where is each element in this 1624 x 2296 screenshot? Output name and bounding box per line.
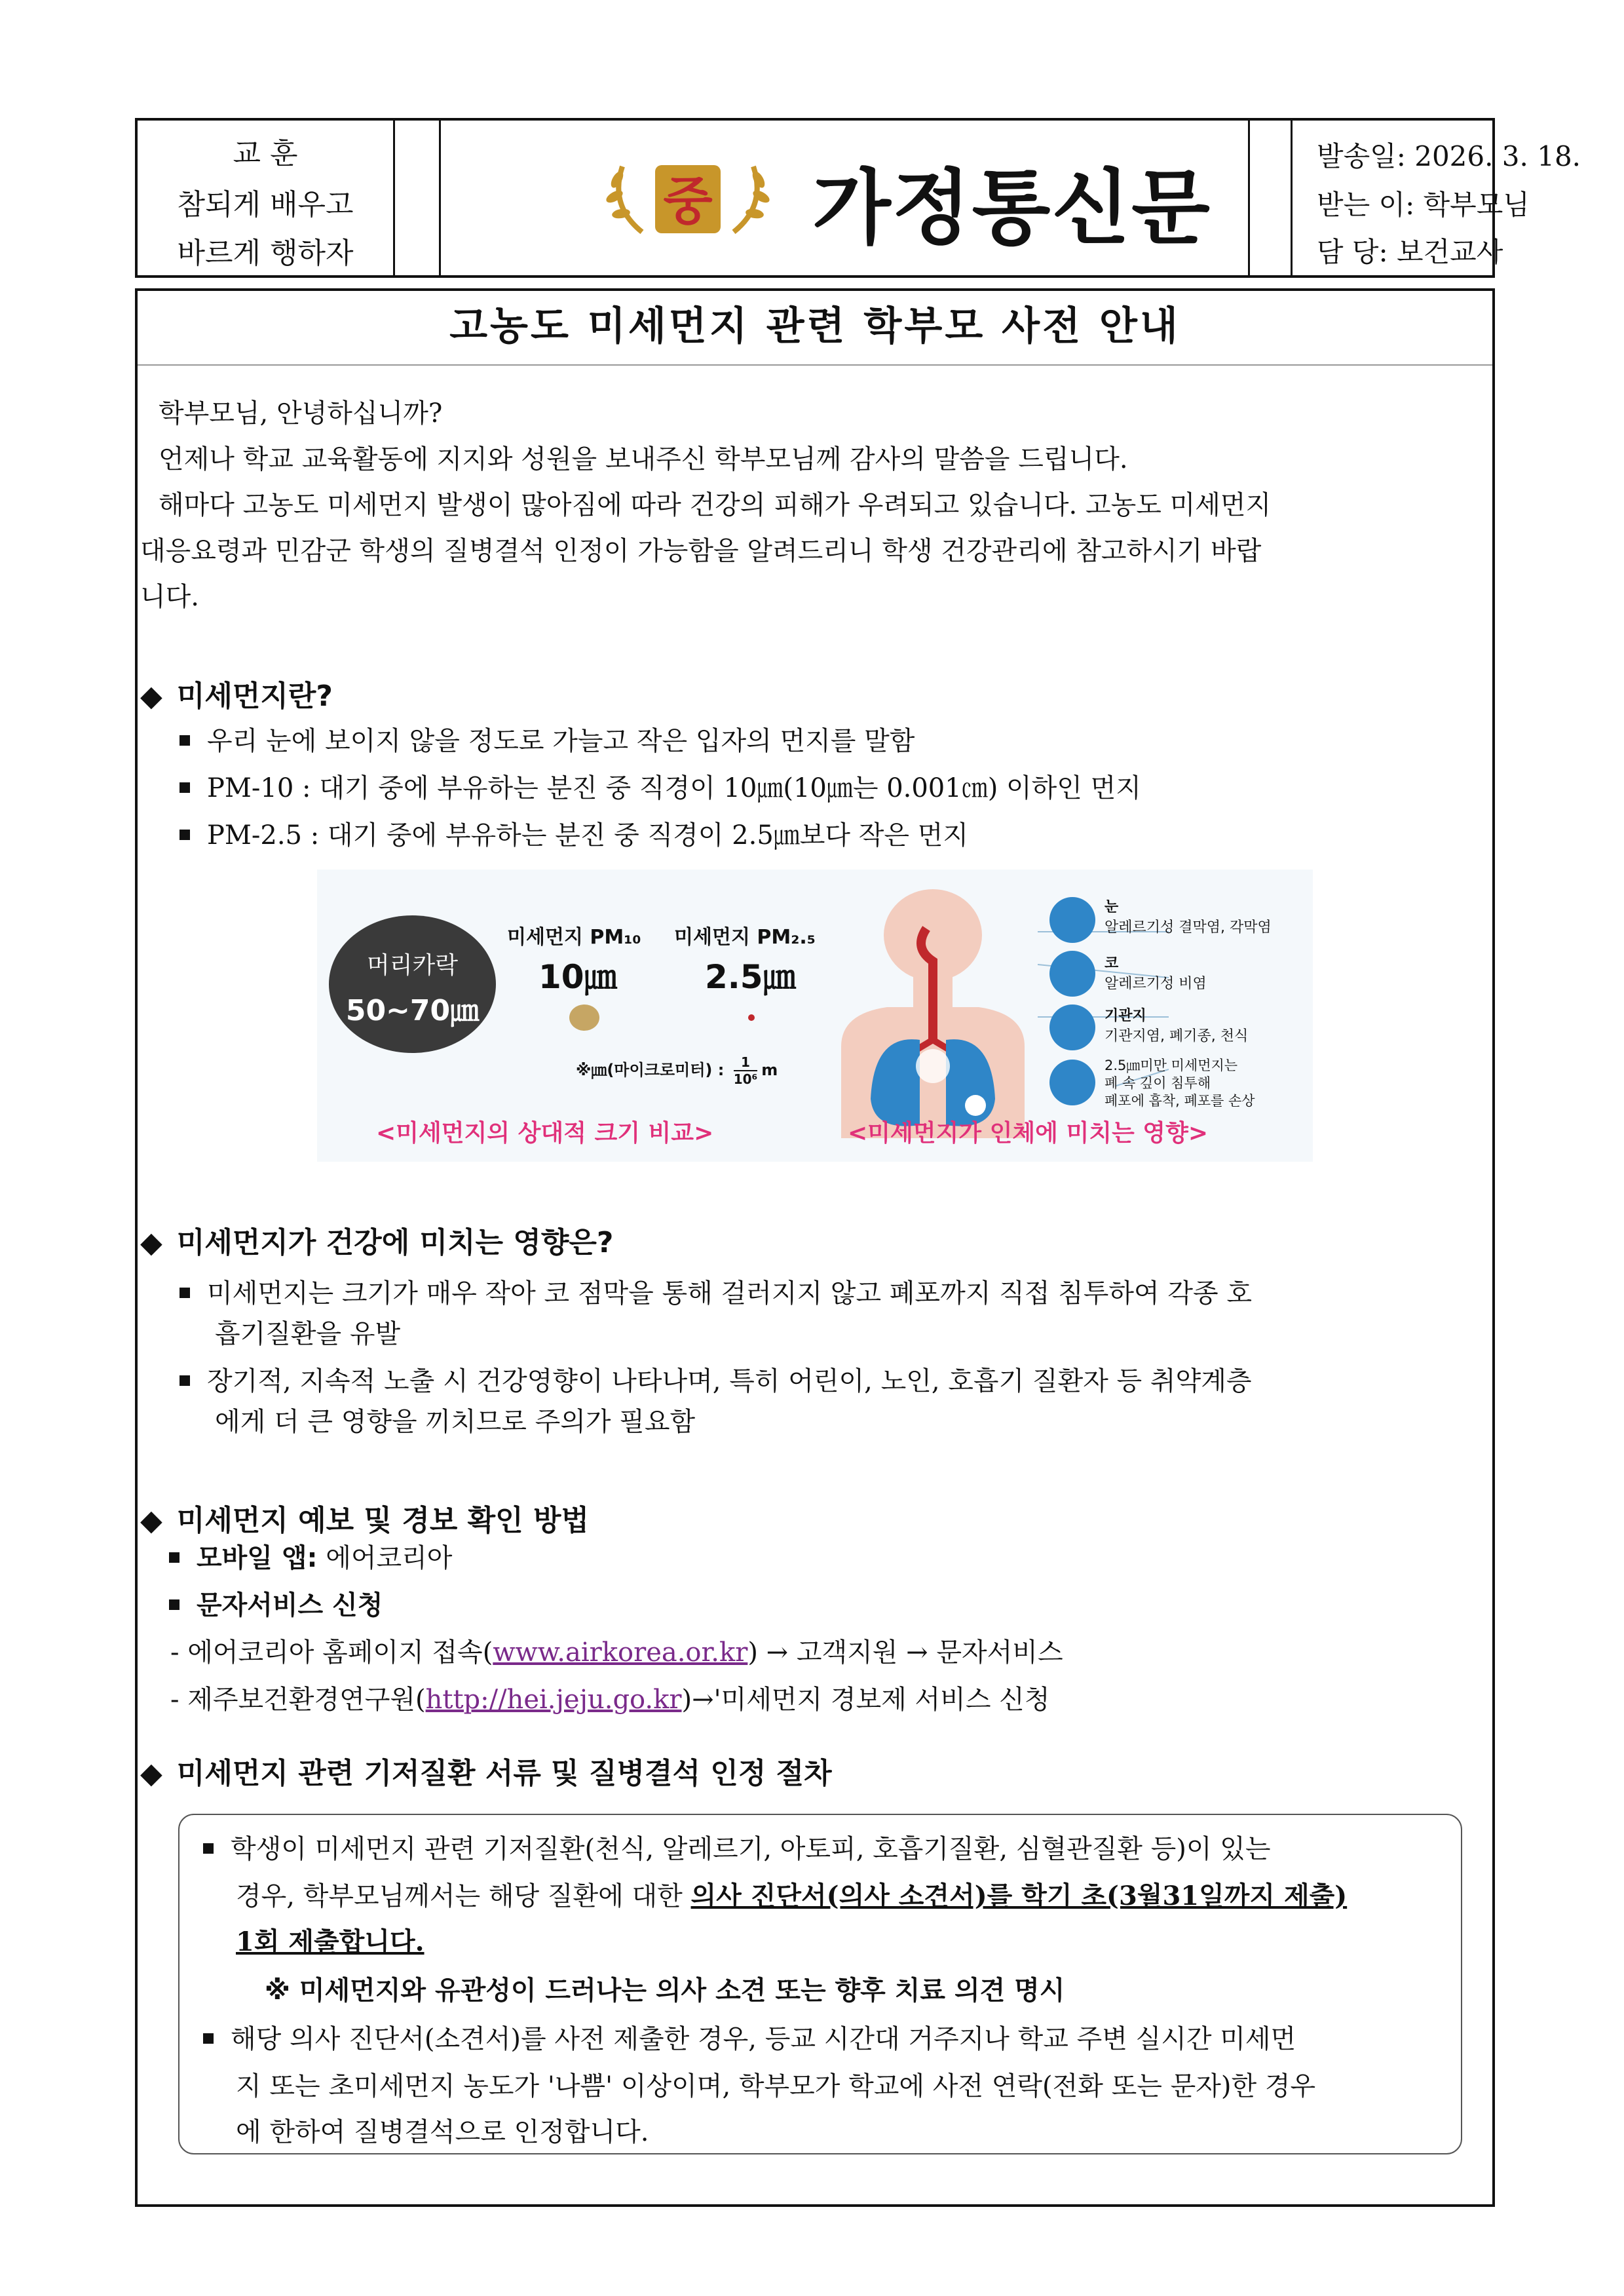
bullet-icon [203,2033,214,2044]
list-item: 우리 눈에 보이지 않을 정도로 가늘고 작은 입자의 먼지를 말함 [179,720,915,757]
hair-circle [329,915,496,1053]
list-item: 미세먼지는 크기가 매우 작아 코 점막을 통해 걸러지지 않고 폐포까지 직접 침투하여 각종 호 [179,1272,1252,1310]
intro-thanks: 언제나 학교 교육활동에 지지와 성원을 보내주신 학부모님께 감사의 말씀을 드립니다. [159,444,1128,474]
list-item-continuation: 에 한하여 질병결석으로 인정합니다. [236,2117,649,2147]
effect-nose: 코 알레르기성 비염 [1105,955,1207,992]
effect-alveoli: 2.5㎛미만 미세먼지는 폐 속 깊이 침투해 폐포에 흡착, 폐포를 손상 [1105,1058,1255,1109]
list-item: 모바일 앱: 에어코리아 [169,1537,452,1575]
list-item-continuation: 흡기질환을 유발 [215,1319,401,1349]
sms-airkorea: - 에어코리아 홈페이지 접속(www.airkorea.or.kr) → 고객지원 → 문자서비스 [170,1637,1063,1668]
fine-dust-infographic [317,870,1313,1162]
caption-size-comparison: <미세먼지의 상대적 크기 비교> [376,1120,714,1147]
motto-title: 교 훈 [233,137,298,170]
list-item-continuation: 에게 더 큰 영향을 끼치므로 주의가 필요함 [215,1407,696,1437]
motto-line-2: 바르게 행하자 [177,237,354,270]
newsletter-meta [1291,121,1581,275]
list-item-continuation: 경우, 학부모님께서는 해당 질환에 대한 의사 진단서(의사 소견서)를 학기 초(3월31일까지 제출) [236,1881,1348,1911]
effect-eye: 눈 알레르기성 결막염, 각막염 [1105,899,1272,936]
section-forecast-check: ◆ 미세먼지 예보 및 경보 확인 방법 [140,1504,589,1537]
person-in-charge: 담 당: 보건교사 [1317,236,1503,268]
nose-icon [1049,951,1095,997]
newsletter-brand [445,121,1248,275]
list-item: 학생이 미세먼지 관련 기저질환(천식, 알레르기, 아토피, 호흡기질환, 심혈관질환 등)이 있는 [203,1828,1271,1866]
header-table [135,118,1581,278]
section-health-effects: ◆ 미세먼지가 건강에 미치는 영향은? [140,1226,614,1259]
diamond-icon: ◆ [140,1504,162,1537]
pm25-label: 미세먼지 PM₂.₅ [674,926,816,949]
caption-health-effects: <미세먼지가 인체에 미치는 영향> [848,1120,1209,1147]
jeju-link[interactable]: http://hei.jeju.go.kr [425,1685,682,1715]
bullet-icon [179,782,190,793]
school-emblem-icon [603,153,773,245]
diamond-icon: ◆ [140,1757,162,1790]
pm10-particle [569,1004,599,1031]
list-item-continuation: 1회 제출합니다. [236,1926,425,1957]
eye-icon [1049,897,1095,943]
bullet-icon [169,1599,179,1610]
lungs-icon [1049,1060,1095,1105]
list-item: PM-10 : 대기 중에 부유하는 분진 중 직경이 10㎛(10㎛는 0.001㎝) 이하인 먼지 [179,767,1141,805]
micron-note: ※㎛(마이크로미터) : $\frac{1}{\text{10⁶}}$ m [576,1054,778,1087]
bullet-icon [169,1552,179,1563]
main-content [135,288,1495,2207]
effect-bronchi: 기관지 기관지염, 폐기종, 천식 [1105,1008,1249,1044]
diamond-icon: ◆ [140,679,162,713]
human-respiratory-diagram [835,889,1031,1138]
school-motto [138,121,393,275]
bullet-icon [179,735,190,746]
procedure-box [178,1814,1462,2154]
bullet-icon [179,1375,190,1386]
intro-paragraph-line3: 니다. [140,582,199,612]
list-item-continuation: 지 또는 초미세먼지 농도가 '나쁨' 이상이며, 학부모가 학교에 사전 연락(전화 또는 문자)한 경우 [236,2071,1316,2101]
page-title: 고농도 미세먼지 관련 학부모 사전 안내 [138,291,1492,366]
bullet-icon [203,1843,214,1854]
newsletter-title: 가정통신문 [812,161,1211,256]
recipient: 받는 이: 학부모님 [1317,189,1530,221]
intro-paragraph-line1: 해마다 고농도 미세먼지 발생이 많아짐에 따라 건강의 피해가 우려되고 있습니다. 고농도 미세먼지 [159,490,1272,520]
list-item: 해당 의사 진단서(소견서)를 사전 제출한 경우, 등교 시간대 거주지나 학교 주변 실시간 미세먼 [203,2018,1296,2056]
list-item: 장기적, 지속적 노출 시 건강영향이 나타나며, 특히 어린이, 노인, 호흡기 질환자 등 취약계층 [179,1360,1251,1398]
list-item: 문자서비스 신청 [169,1584,383,1622]
airkorea-link[interactable]: www.airkorea.or.kr [493,1637,748,1668]
section-what-is-fine-dust: ◆ 미세먼지란? [140,679,333,713]
bullet-icon [179,830,190,840]
emblem-letter: 중 [663,172,713,231]
bronchi-icon [1049,1004,1095,1050]
diamond-icon: ◆ [140,1226,162,1259]
hair-size: 50~70㎛ [345,994,480,1027]
sms-jeju: - 제주보건환경연구원(http://hei.jeju.go.kr)→'미세먼지 경보제 서비스 신청 [170,1685,1050,1715]
section-absence-procedure: ◆ 미세먼지 관련 기저질환 서류 및 질병결석 인정 절차 [140,1757,832,1790]
pm25-size: 2.5㎛ [705,958,796,996]
doctor-note-requirement: ※ 미세먼지와 유관성이 드러나는 의사 소견 또는 향후 치료 의견 명시 [265,1976,1065,2006]
bullet-icon [179,1288,190,1298]
pm25-particle [748,1014,755,1021]
pm10-label: 미세먼지 PM₁₀ [507,926,641,949]
intro-greeting: 학부모님, 안녕하십니까? [159,398,443,429]
motto-line-1: 참되게 배우고 [177,188,354,221]
list-item: PM-2.5 : 대기 중에 부유하는 분진 중 직경이 2.5㎛보다 작은 먼지 [179,814,968,852]
hair-label: 머리카락 [366,952,459,979]
intro-paragraph-line2: 대응요령과 민감군 학생의 질병결석 인정이 가능함을 알려드리니 학생 건강관리에 참고하시기 바랍 [140,536,1262,566]
pm10-size: 10㎛ [538,958,617,996]
send-date: 발송일: 2026. 3. 18. [1317,140,1581,172]
